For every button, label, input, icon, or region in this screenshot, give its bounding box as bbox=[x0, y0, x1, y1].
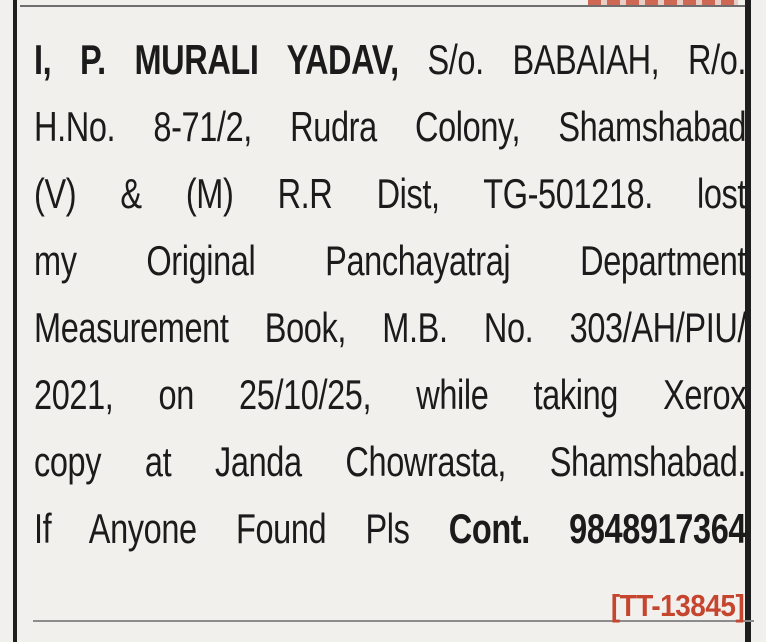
ad-line-text: If Anyone Found Pls bbox=[34, 505, 449, 552]
ad-line-7 bbox=[34, 428, 746, 495]
left-column-rule bbox=[13, 0, 17, 642]
ad-line-text: S/o. BABAIAH, R/o. bbox=[398, 36, 747, 83]
ad-reference-tag: [TT-13845] bbox=[610, 588, 744, 623]
ad-line-text: Measurement Book, M.B. No. 303/AH/PIU/ bbox=[34, 304, 747, 351]
contact-number: Cont. 9848917364 bbox=[448, 505, 747, 552]
ad-line-4 bbox=[34, 227, 746, 294]
ad-line-6 bbox=[34, 361, 746, 428]
ad-line-3 bbox=[34, 160, 746, 227]
ad-line-text: my Original Panchayatraj Department bbox=[34, 237, 747, 284]
ad-text-block bbox=[34, 26, 746, 562]
advertiser-name: I, P. MURALI YADAV, bbox=[34, 36, 399, 83]
ad-line-2 bbox=[34, 93, 746, 160]
ad-line-text: copy at Janda Chowrasta, Shamshabad. bbox=[34, 438, 747, 485]
ad-line-text: (V) & (M) R.R Dist, TG-501218. lost bbox=[34, 170, 747, 217]
ad-line-text: 2021, on 25/10/25, while taking Xerox bbox=[34, 371, 747, 418]
ad-line-text: H.No. 8-71/2, Rudra Colony, Shamshabad bbox=[34, 103, 747, 150]
ad-line-8 bbox=[34, 495, 746, 562]
top-divider-rule bbox=[20, 5, 748, 7]
ad-line-5 bbox=[34, 294, 746, 361]
ad-line-1 bbox=[34, 26, 746, 93]
